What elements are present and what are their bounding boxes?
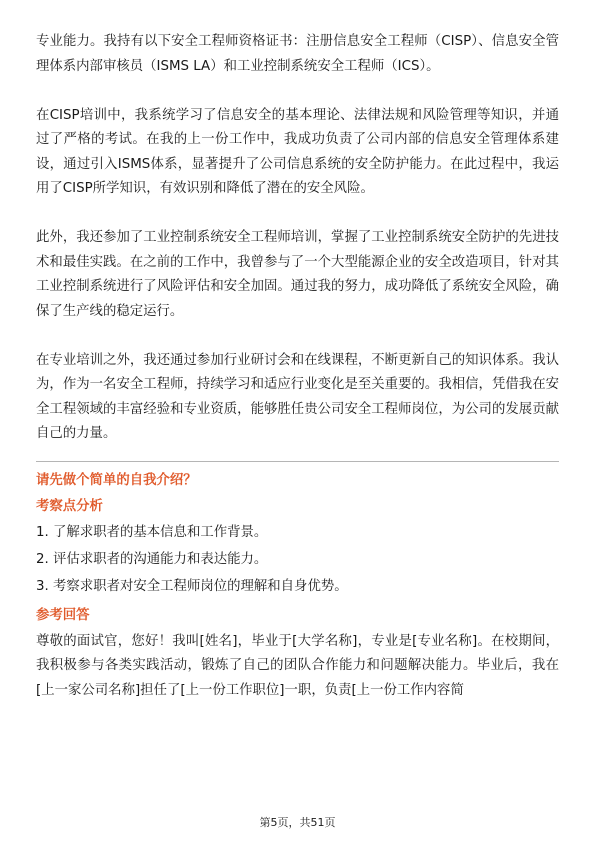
paragraph-2: 在CISP培训中，我系统学习了信息安全的基本理论、法律法规和风险管理等知识，并通过了严格的考试。在我的上一份工作中，我成功负责了公司内部的信息安全管理体系建设，通过引入ISMS体系，显著提升了公司信息系统的安全防护能力。在此过程中，我运用了CISP所学知识，有效识别和降低了潜在的安全风险。 [36,107,559,196]
analysis-item: 1. 了解求职者的基本信息和工作背景。 [36,524,268,540]
paragraph-1: 专业能力。我持有以下安全工程师资格证书：注册信息安全工程师（CISP）、信息安全管理体系内部审核员（ISMS LA）和工业控制系统安全工程师（ICS）。 [36,34,559,74]
question-heading: 请先做个简单的自我介绍？ [36,472,197,488]
paragraph-3: 此外，我还参加了工业控制系统安全工程师培训，掌握了工业控制系统安全防护的先进技术和最佳实践。在之前的工作中，我曾参与了一个大型能源企业的安全改造项目，针对其工业控制系统进行了风险评估和安全加固。通过我的努力，成功降低了系统安全风险，确保了生产线的稳定运行。 [36,230,559,319]
analysis-list [36,521,559,599]
analysis-item: 2. 评估求职者的沟通能力和表达能力。 [36,551,268,567]
analysis-item: 3. 考察求职者对安全工程师岗位的理解和自身优势。 [36,578,348,594]
analysis-heading: 考察点分析 [36,498,103,514]
reference-answer-heading: 参考回答 [36,607,90,623]
reference-answer-text: 尊敬的面试官，您好！我叫[姓名]，毕业于[大学名称]，专业是[专业名称]。在校期间，我积极参与各类实践活动，锻炼了自己的团队合作能力和问题解决能力。毕业后，我在[上一家公司名称]担任了[上一份工作职位]一职，负责[上一份工作内容简 [36,633,559,698]
page-number-footer: 第5页，共51页 [259,816,336,829]
paragraph-4: 在专业培训之外，我还通过参加行业研讨会和在线课程，不断更新自己的知识体系。我认为，作为一名安全工程师，持续学习和适应行业变化是至关重要的。我相信，凭借我在安全工程领域的丰富经验和专业资质，能够胜任贵公司安全工程师岗位，为公司的发展贡献自己的力量。 [36,352,559,441]
page-content [36,30,559,703]
section-divider [36,461,559,462]
